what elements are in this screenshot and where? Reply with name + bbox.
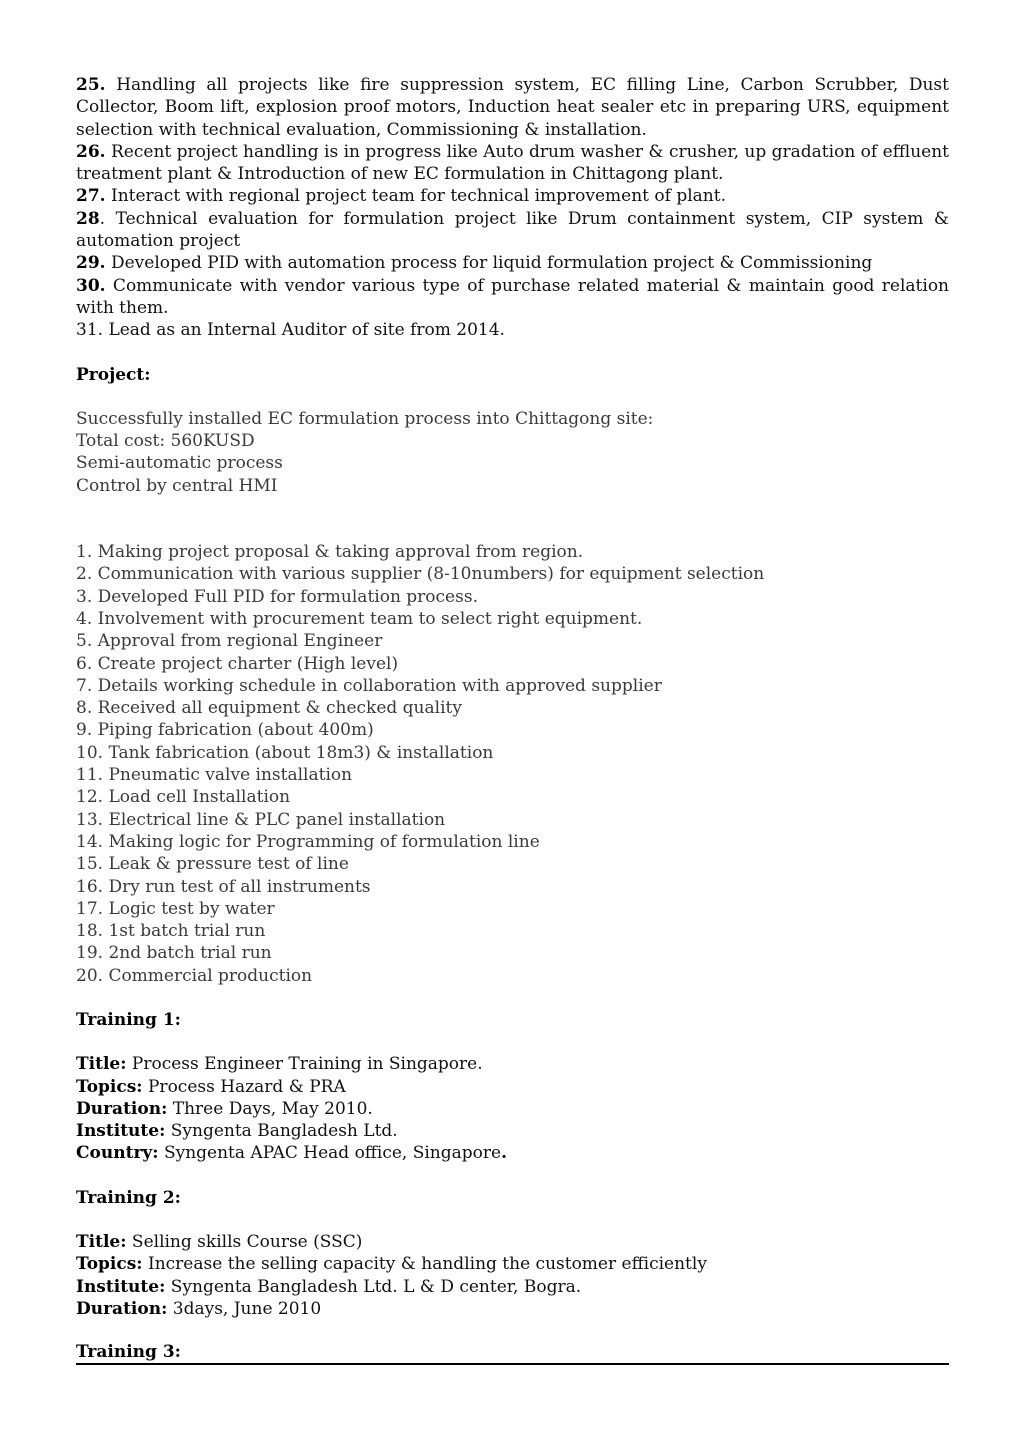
- duty-item: [76, 208, 949, 253]
- row-value: Three Days, May 2010.: [167, 1098, 373, 1119]
- duty-item: 31. Lead as an Internal Auditor of site from 2014.: [76, 320, 505, 341]
- step-item: 6. Create project charter (High level): [76, 653, 399, 674]
- step-item: 14. Making logic for Programming of formulation line: [76, 831, 540, 852]
- training-row: [76, 1142, 949, 1164]
- step-item: 20. Commercial production: [76, 965, 313, 986]
- step-item: 2. Communication with various supplier (8-10numbers) for equipment selection: [76, 564, 765, 585]
- duty-text: . Technical evaluation for formulation project like Drum containment system, CIP system & automation project: [76, 208, 949, 252]
- duty-item: [76, 185, 949, 207]
- step-item: 3. Developed Full PID for formulation process.: [76, 586, 478, 607]
- duty-item: [76, 252, 949, 274]
- duty-text: Recent project handling is in progress like Auto drum washer & crusher, up gradation of effluent treatment plant & Introduction of new EC formulation in Chittagong plant.: [76, 141, 949, 185]
- duty-number: 26.: [76, 141, 106, 162]
- training-1-details: [76, 1053, 949, 1164]
- duties-list: [76, 74, 949, 342]
- duty-number: 25.: [76, 75, 106, 95]
- summary-line: Control by central HMI: [76, 475, 278, 496]
- duty-number: 29.: [76, 253, 106, 274]
- duty-text: Developed PID with automation process for liquid formulation project & Commissioning: [105, 253, 873, 274]
- step-item: 17. Logic test by water: [76, 898, 275, 919]
- duty-item: [76, 275, 949, 320]
- training-3-heading: Training 3:: [76, 1342, 949, 1365]
- duty-number: 28: [76, 208, 100, 229]
- duty-text: Interact with regional project team for technical improvement of plant.: [105, 186, 726, 207]
- step-item: 9. Piping fabrication (about 400m): [76, 720, 374, 741]
- training-row: [76, 1276, 949, 1298]
- summary-line: Semi-automatic process: [76, 453, 283, 474]
- training-2-details: [76, 1231, 949, 1320]
- step-item: 11. Pneumatic valve installation: [76, 765, 353, 786]
- training-row: [76, 1231, 949, 1253]
- row-label: Institute:: [76, 1121, 166, 1142]
- duty-item: [76, 141, 949, 186]
- step-item: 4. Involvement with procurement team to select right equipment.: [76, 608, 643, 629]
- row-label: Institute:: [76, 1276, 166, 1297]
- row-value: 3days, June 2010: [167, 1298, 322, 1319]
- step-item: 19. 2nd batch trial run: [76, 943, 272, 964]
- row-label: Duration:: [76, 1298, 168, 1319]
- step-item: 16. Dry run test of all instruments: [76, 876, 371, 897]
- training-row: [76, 1098, 949, 1120]
- row-label: Duration:: [76, 1098, 168, 1119]
- project-steps: [76, 541, 949, 987]
- duty-text: Handling all projects like fire suppression system, EC filling Line, Carbon Scrubber, Dust Collector, Boom lift, explosion proof motors, Induction heat sealer etc in preparing URS, equipment selection with technical evaluation, Commissioning & installation.: [76, 75, 949, 140]
- step-item: 8. Received all equipment & checked quality: [76, 698, 462, 719]
- document-page: [76, 74, 949, 1365]
- row-label: Title:: [76, 1054, 127, 1075]
- row-label: Topics:: [76, 1076, 143, 1097]
- duty-item: [76, 74, 949, 141]
- row-value: Process Hazard & PRA: [142, 1076, 346, 1097]
- summary-line: Total cost: 560KUSD: [76, 431, 255, 452]
- training-row: [76, 1053, 949, 1075]
- duty-number: 27.: [76, 186, 106, 207]
- row-value: Selling skills Course (SSC): [126, 1232, 363, 1253]
- training-1-heading: Training 1:: [76, 1009, 181, 1030]
- row-label: Title:: [76, 1232, 127, 1253]
- step-item: 1. Making project proposal & taking approval from region.: [76, 542, 584, 563]
- step-item: 5. Approval from regional Engineer: [76, 631, 383, 652]
- project-summary: [76, 408, 949, 497]
- row-terminator: .: [501, 1143, 507, 1164]
- row-value: Increase the selling capacity & handling the customer efficiently: [142, 1254, 707, 1275]
- row-value: Syngenta Bangladesh Ltd. L & D center, Bogra.: [165, 1276, 582, 1297]
- training-2-heading: Training 2:: [76, 1187, 181, 1208]
- row-value: Syngenta Bangladesh Ltd.: [165, 1121, 398, 1142]
- training-row: [76, 1076, 949, 1098]
- step-item: 7. Details working schedule in collaboration with approved supplier: [76, 675, 662, 696]
- training-row: [76, 1253, 949, 1275]
- row-value: Syngenta APAC Head office, Singapore: [158, 1143, 502, 1164]
- step-item: 18. 1st batch trial run: [76, 921, 266, 942]
- step-item: 15. Leak & pressure test of line: [76, 854, 349, 875]
- summary-line: Successfully installed EC formulation process into Chittagong site:: [76, 408, 654, 429]
- training-row: [76, 1120, 949, 1142]
- step-item: 10. Tank fabrication (about 18m3) & installation: [76, 742, 494, 763]
- row-label: Topics:: [76, 1254, 143, 1275]
- project-heading: Project:: [76, 364, 151, 385]
- training-row: [76, 1298, 949, 1320]
- duty-number: 30.: [76, 275, 106, 296]
- row-value: Process Engineer Training in Singapore.: [126, 1054, 483, 1075]
- row-label: Country:: [76, 1143, 159, 1164]
- step-item: 12. Load cell Installation: [76, 787, 291, 808]
- duty-text: Communicate with vendor various type of purchase related material & maintain good relation with them.: [76, 275, 949, 318]
- step-item: 13. Electrical line & PLC panel installation: [76, 809, 446, 830]
